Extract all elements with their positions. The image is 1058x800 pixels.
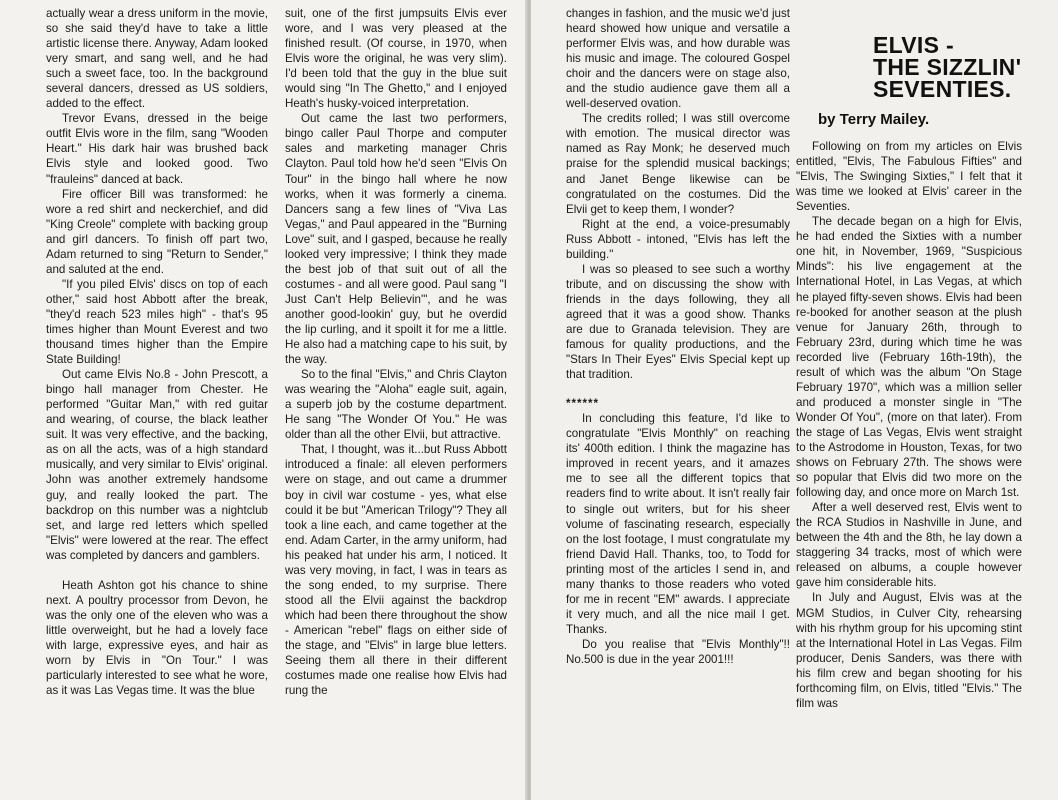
title-line: THE SIZZLIN' [873,54,1022,80]
paragraph: Heath Ashton got his chance to shine next. A poultry processor from Devon, he was the only one of the eleven who was a little overweight, but he had a lovely face with large, expressive eyes, and hair as worn by Elvis in "On Tour." I was particularly interested to see what he wore, as it was Las Vegas time. It was the blue [46,578,268,698]
paragraph: Right at the end, a voice-presumably Russ Abbott - intoned, "Elvis has left the building." [566,217,790,261]
paragraph: actually wear a dress uniform in the movie, so she said they'd have to take a little artistic license there. Anyway, Adam looked very smart, and sang well, and he had such a sweet face, too. In the background several dancers, dressed as US soldiers, added to the effect. [46,7,268,111]
left-page [0,0,527,800]
paragraph: "If you piled Elvis' discs on top of each other," said host Abbott after the break, "they'd reach 523 miles high" - that's 95 times higher than Mount Everest and two thousand times higher than the Empire State Building! [46,277,268,367]
paragraph: The decade began on a high for Elvis, he had ended the Sixties with a number one hit, in November, 1969, "Suspicious Minds": his live engagement at the International Hotel, in Las Vegas, at which he played fifty-seven shows. Elvis had been re-booked for another season at the plush venue for January 26th, through to February 23rd, during which time he was recorded live (February 16th-19th), the result of which was the album "On Stage February 1970", which was a million seller and produced a monster single in "The Wonder Of You", (more on that later). From the stage of Las Vegas, Elvis went straight to the Astrodome in Houston, Texas, for two shows on February 27th. The shows were so popular that Elvis did two more on the following day, and once more on March 1st. [796,215,1022,500]
left-column-1 [46,6,268,796]
paragraph: suit, one of the first jumpsuits Elvis ever wore, and I was very pleased at the finished result. (Of course, in 1970, when Elvis wore the original, he was very slim). I'd been told that the guy in the blue suit would sing "In The Ghetto," and I enjoyed Heath's husky-voiced interpretation. [285,7,507,111]
section-separator: ****** [566,397,600,411]
paragraph: changes in fashion, and the music we'd just heard showed how unique and versatile a performer Elvis was, and how durable was his music and image. The coloured Gospel choir and the dancers were on stage also, and the studio audience gave them all a well-deserved ovation. [566,7,790,111]
right-column-1 [566,6,790,796]
title-line: ELVIS - [873,32,954,58]
paragraph: That, I thought, was it...but Russ Abbott introduced a finale: all eleven performers were on stage, and out came a drummer boy in civil war costume - yes, what else could it be but "American Trilogy"? They all took a line each, and came together at the end. Adam Carter, in the army uniform, had his peaked hat under his arm, I noticed. It was very moving, in fact, I was in tears as the song ended, to my surprise. There stood all the Elvii against the backdrop which had been there throughout the show - American "rebel" flags on either side of the stage, and "Elvis" in large blue letters. Seeing them all there in their different costumes made one realise how Elvis had rung the [285,443,507,698]
paragraph: Fire officer Bill was transformed: he wore a red shirt and neckerchief, and did "King Creole" complete with backing group and girl dancers. To finish off part two, Adam returned to sing "Return to Sender," and saluted at the end. [46,187,268,276]
paragraph: The credits rolled; I was still overcome with emotion. The musical director was named as Ray Monk; he deserved much praise for the splendid musical backings; and Janet Benge likewise can be congratulated on the costumes. Did the Elvii get to keep them, I wonder? [566,112,790,216]
paragraph: Do you realise that "Elvis Monthly"!! No.500 is due in the year 2001!!! [566,637,790,666]
paragraph: Following on from my articles on Elvis entitled, "Elvis, The Fabulous Fifties" and "Elvis, The Swinging Sixties," I felt that it was time we looked at Elvis' career in the Seventies. [796,140,1022,214]
paragraph: Out came the last two performers, bingo caller Paul Thorpe and computer sales and marketing manager Chris Clayton. Paul told how he'd seen "Elvis On Tour" in the bingo hall where he now works, when it was formerly a cinema. Dancers sang a few lines of "Viva Las Vegas," and Paul appeared in the "Burning Love" suit, and I gasped, because he really looked very impressive; I think they made the best job of that suit out of all the costumes - and all were good. Paul sang "I Just Can't Help Believin'", and he was another good-lookin' guy, but he overdid the lip curling, and it spoilt it for me a little. He also had a matching cape to his suit, by the way. [285,112,507,367]
paragraph: In July and August, Elvis was at the MGM Studios, in Culver City, rehearsing with his rhythm group for his upcoming stint at the International Hotel in Las Vegas. Film producer, Denis Sanders, was there with his film crew and began shooting for his forthcoming film, on Elvis, titled "Elvis." The film was [796,591,1022,710]
article-byline: by Terry Mailey. [818,111,930,128]
article-title [873,34,1022,100]
paragraph: Out came Elvis No.8 - John Prescott, a bingo hall manager from Chester. He performed "Guitar Man," with red guitar and wearing, of course, the black leather suit. It was very effective, and the backing, as on all the acts, was of a high standard musically, and very similar to Elvis' original. John was another extremely handsome guy, and really looked the part. The backdrop on this number was a nightclub set, and large red letters which spelled "Elvis" were lowered at the rear. The effect was completed by dancers and gamblers. [46,368,268,562]
paragraph: I was so pleased to see such a worthy tribute, and on discussing the show with friends in the days following, they all agreed that it was a good show. Thanks are due to Granada television. They are famous for quality productions, and the "Stars In Their Eyes" Elvis Special kept up that tradition. [566,262,790,382]
title-line: SEVENTIES. [873,76,1012,102]
paragraph: Trevor Evans, dressed in the beige outfit Elvis wore in the film, sang "Wooden Heart." His dark hair was brushed back Elvis style and looked good. Two "frauleins" danced at back. [46,112,268,186]
right-column-2 [796,6,1022,796]
paragraph: So to the final "Elvis," and Chris Clayton was wearing the "Aloha" eagle suit, again, a superb job by the costume department. He sang "The Wonder Of You." He was older than all the other Elvii, but attractive. [285,368,507,442]
paragraph: In concluding this feature, I'd like to congratulate "Elvis Monthly" on reaching its' 400th edition. I think the magazine has improved in recent years, and it amazes me to see all the different topics that readers find to write about. It isn't really fair to single out writers, but for his sheer volume of fascinating research, especially on the lost footage, I must congratulate my friend David Hall. Thanks, too, to Todd for printing most of the articles I send in, and many thanks to those readers who voted for me in recent "EM" awards. I appreciate it very much, and all the nice mail I get. Thanks. [566,412,790,636]
paragraph: After a well deserved rest, Elvis went to the RCA Studios in Nashville in June, and between the 4th and the 8th, he lay down a staggering 34 tracks, most of which were released on albums, a couple however gave him considerable hits. [796,501,1022,590]
right-page [531,0,1058,800]
left-column-2 [285,6,507,796]
